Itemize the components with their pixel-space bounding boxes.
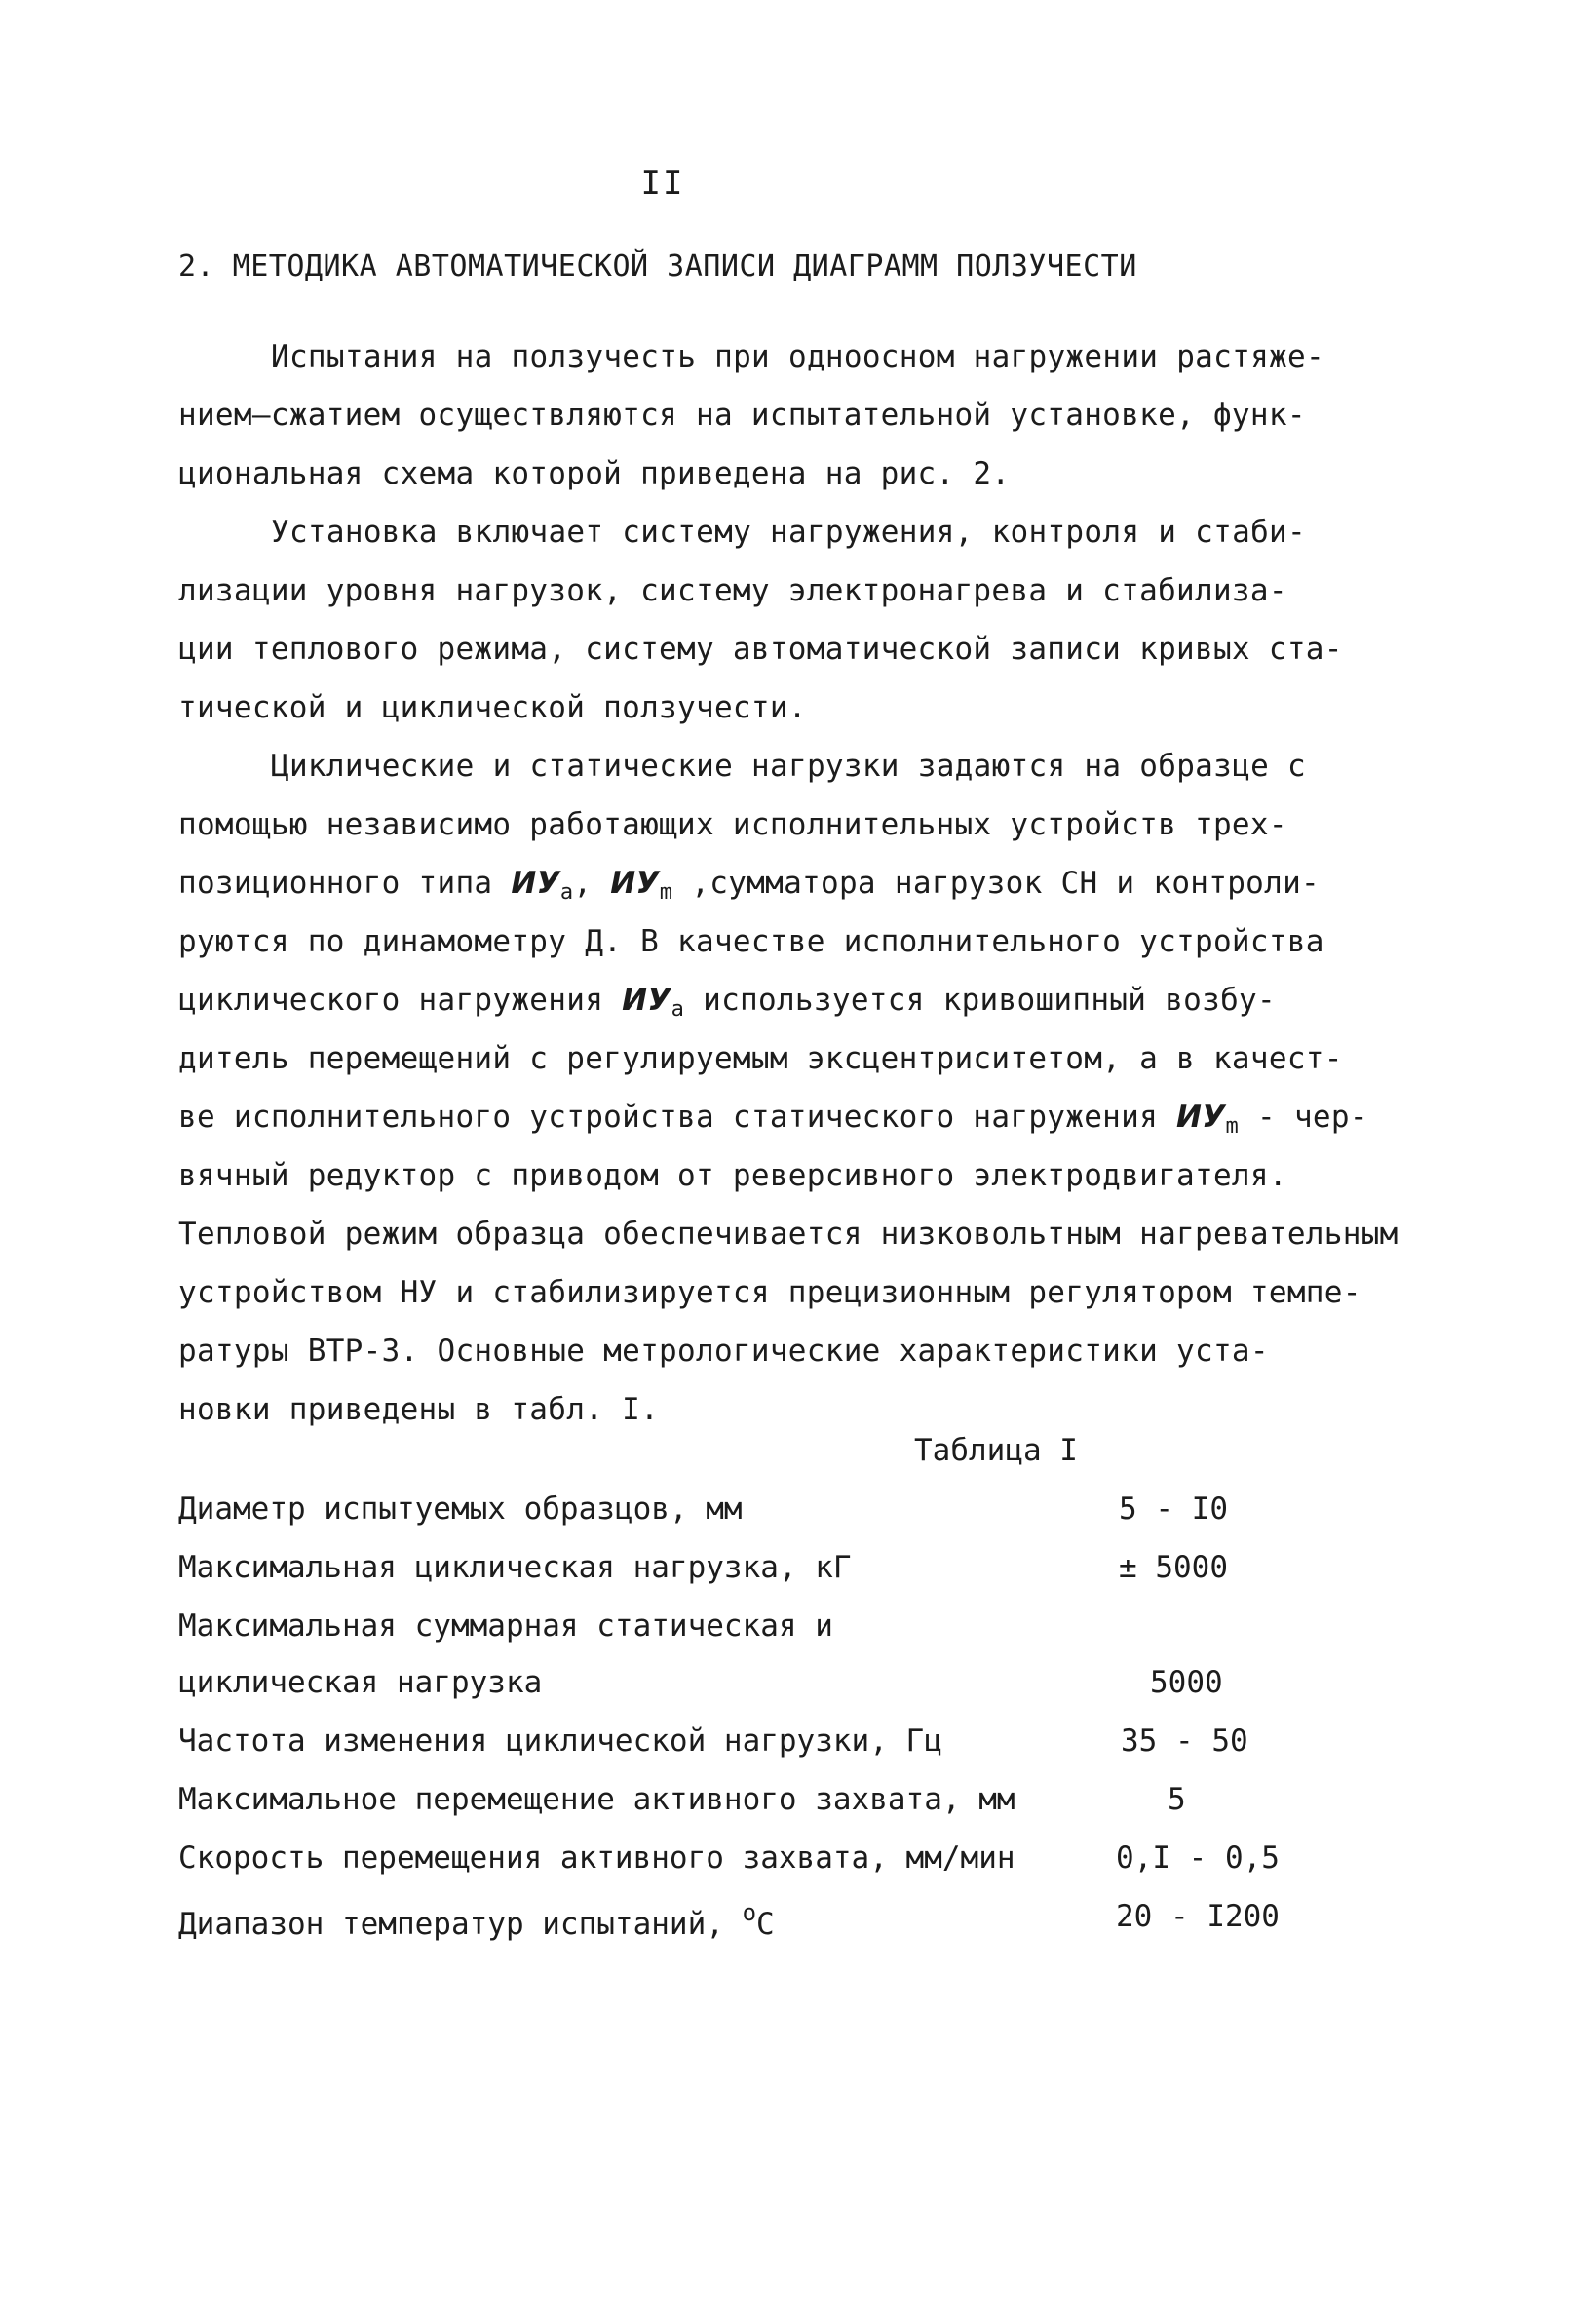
table-row-label: Максимальная циклическая нагрузка, кГ xyxy=(178,1550,852,1585)
paragraph-3-line-10: устройством НУ и стабилизируется прецизионным регулятором темпе- xyxy=(178,1275,1361,1310)
text-segment: ,сумматора нагрузок СН и контроли- xyxy=(672,866,1321,901)
subscript-a: a xyxy=(671,997,685,1022)
table-row-value: 5 - I0 xyxy=(1119,1491,1228,1527)
paragraph-3-line-2: помощью независимо работающих исполнительных устройств трех- xyxy=(178,807,1287,842)
table-row-value: ± 5000 xyxy=(1119,1550,1228,1585)
table-row xyxy=(0,1899,1571,1942)
subscript-m: m xyxy=(659,880,673,905)
section-title: 2. МЕТОДИКА АВТОМАТИЧЕСКОЙ ЗАПИСИ ДИАГРАММ ПОЛЗУЧЕСТИ xyxy=(178,250,1137,284)
table-row-label xyxy=(178,1899,775,1942)
subscript-a: a xyxy=(559,880,574,905)
actuator-symbol-a: ИУ xyxy=(622,983,671,1018)
table-row-label: Максимальная суммарная статическая и xyxy=(178,1608,833,1644)
paragraph-3-line-12: новки приведены в табл. I. xyxy=(178,1392,660,1427)
table-row-label: циклическая нагрузка xyxy=(178,1665,543,1700)
paragraph-3-line-1: Циклические и статические нагрузки задаются на образце с xyxy=(271,749,1306,784)
degree-mark: о xyxy=(742,1899,757,1926)
table-row xyxy=(0,1665,1571,1708)
paragraph-3-line-3 xyxy=(178,866,1320,905)
table-row xyxy=(0,1550,1571,1593)
table-row-value: 5 xyxy=(1168,1782,1186,1817)
table-row-label: Максимальное перемещение активного захвата, мм xyxy=(178,1782,1015,1817)
paragraph-1-line-2: нием–сжатием осуществляются на испытательной установке, функ- xyxy=(178,398,1306,433)
paragraph-3-line-8: вячный редуктор с приводом от реверсивного электродвигателя. xyxy=(178,1158,1287,1193)
paragraph-3-line-7 xyxy=(178,1100,1368,1139)
table-row xyxy=(0,1840,1571,1883)
paragraph-3-line-11: ратуры ВТР-3. Основные метрологические характеристики уста- xyxy=(178,1334,1269,1369)
actuator-symbol-m: ИУ xyxy=(1176,1100,1226,1135)
label-text: Диапазон температур испытаний, xyxy=(178,1907,743,1942)
table-row-value: 35 - 50 xyxy=(1121,1724,1248,1759)
paragraph-2-line-4: тической и циклической ползучести. xyxy=(178,690,807,725)
table-row-value: 5000 xyxy=(1150,1665,1223,1700)
table-row xyxy=(0,1491,1571,1534)
actuator-symbol-m: ИУ xyxy=(610,866,660,901)
text-segment: - чер- xyxy=(1239,1100,1368,1135)
paragraph-1-line-1: Испытания на ползучесть при одноосном нагружении растяже- xyxy=(271,339,1324,374)
text-segment: , xyxy=(573,866,611,901)
subscript-m: m xyxy=(1225,1114,1240,1139)
paragraph-1-line-3: циональная схема которой приведена на рис. 2. xyxy=(178,456,1011,491)
paragraph-3-line-5 xyxy=(178,983,1276,1022)
table-row-label: Скорость перемещения активного захвата, мм/мин xyxy=(178,1840,1015,1876)
table-row xyxy=(0,1724,1571,1766)
text-segment: циклического нагружения xyxy=(178,983,623,1018)
paragraph-3-line-4: руются по динамометру Д. В качестве исполнительного устройства xyxy=(178,924,1324,959)
paragraph-2-line-2: лизации уровня нагрузок, систему электронагрева и стабилиза- xyxy=(178,573,1287,608)
unit-text: С xyxy=(756,1907,775,1942)
actuator-symbol-a: ИУ xyxy=(511,866,560,901)
paragraph-2-line-3: ции теплового режима, систему автоматической записи кривых ста- xyxy=(178,632,1343,667)
text-segment: позиционного типа xyxy=(178,866,512,901)
table-row-value: 20 - I200 xyxy=(1116,1899,1280,1934)
paragraph-2-line-1: Установка включает систему нагружения, контроля и стаби- xyxy=(271,515,1306,550)
text-segment: ве исполнительного устройства статического нагружения xyxy=(178,1100,1177,1135)
table-row-value: 0,I - 0,5 xyxy=(1116,1840,1280,1876)
table-row-label: Частота изменения циклической нагрузки, Гц xyxy=(178,1724,942,1759)
paragraph-3-line-6: дитель перемещений с регулируемым эксцентриситетом, а в качест- xyxy=(178,1041,1343,1076)
table-row xyxy=(0,1782,1571,1825)
table-caption: Таблица I xyxy=(914,1433,1078,1468)
text-segment: используется кривошипный возбу- xyxy=(684,983,1276,1018)
page-number: II xyxy=(640,164,685,203)
paragraph-3-line-9: Тепловой режим образца обеспечивается низковольтным нагревательным xyxy=(178,1217,1399,1252)
table-row xyxy=(0,1608,1571,1651)
table-row-label: Диаметр испытуемых образцов, мм xyxy=(178,1491,743,1527)
